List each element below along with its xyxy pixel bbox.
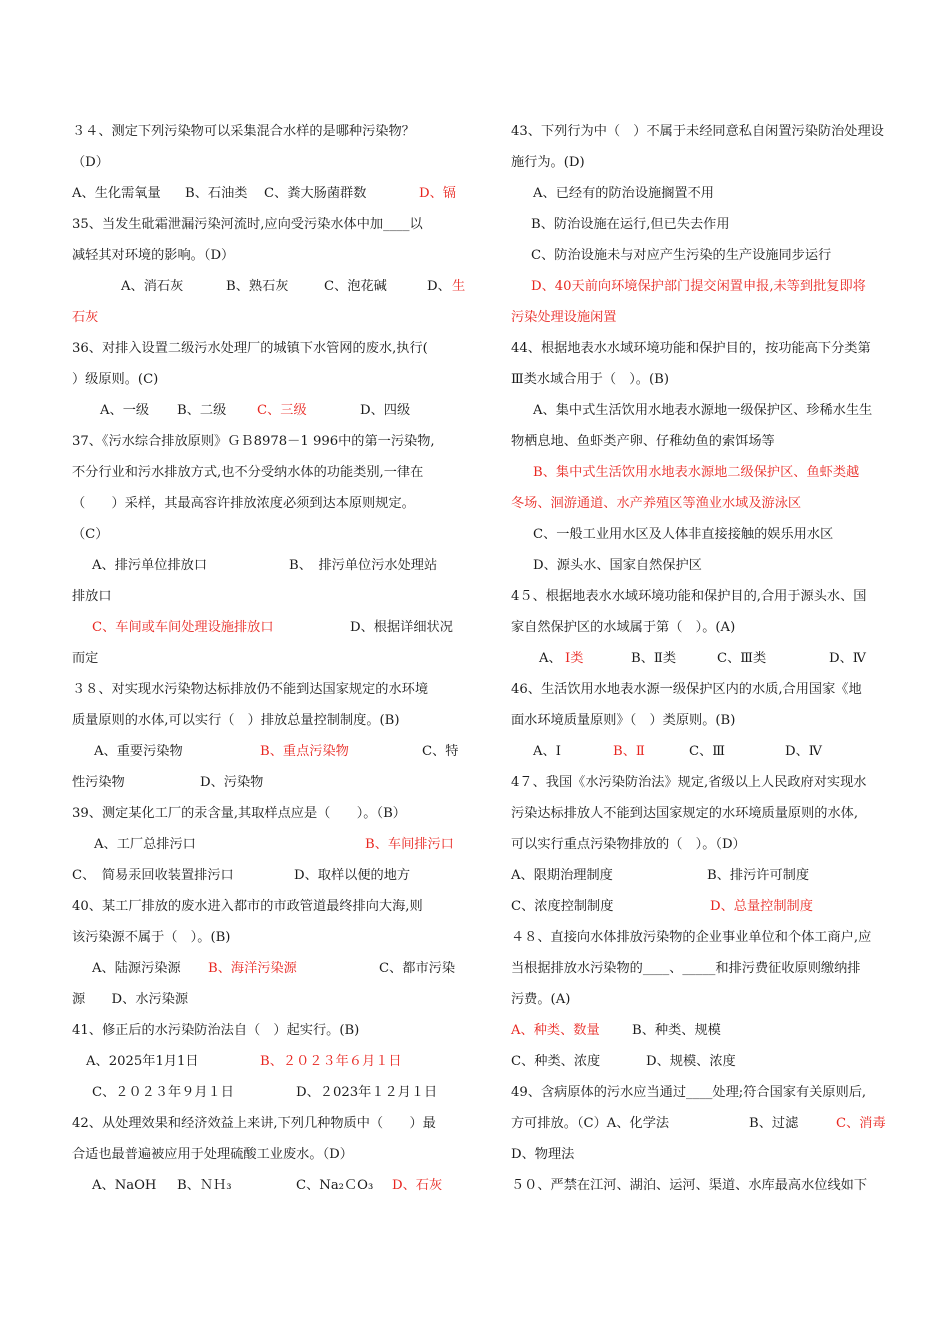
answer-text: D、镉 [419,186,456,201]
text-line [72,333,472,364]
text-line [72,829,472,860]
answer-text: 石灰 [72,310,99,325]
line-text: D、四级 [360,403,411,418]
line-text: 性污染物 [72,775,125,790]
text-line [511,891,911,922]
text-line [72,271,472,302]
text-line [511,519,911,550]
line-text: D、根据详细状况 [350,620,453,635]
text-line [72,798,472,829]
line-text: D、 [427,279,451,294]
line-text: D、规模、浓度 [646,1054,736,1069]
line-text: D、Ⅳ [785,744,822,759]
right-column [511,116,911,1201]
line-text: D、２023年１２月１日 [296,1085,438,1100]
line-text: A、消石灰 [121,279,184,294]
answer-text: B、２０２３年６月１日 [260,1054,402,1069]
line-text: B、Ⅱ类 [631,651,677,666]
line-text: 37、《污水综合排放原则》ＧＢ8978－1 996中的第一污染物, [72,434,435,449]
answer-text: C、三级 [257,403,307,418]
text-line [72,364,472,395]
line-text: 合适也最普遍被应用于处理硫酸工业废水。（D） [72,1147,353,1162]
text-line [511,1077,911,1108]
line-text: 污染达标排放人不能到达国家规定的水环境质量原则的水体, [511,806,859,821]
text-line [511,674,911,705]
line-text: C、 简易汞回收装置排污口 [72,868,234,883]
line-text: 而定 [72,651,99,666]
text-line [72,1077,472,1108]
line-text: 当根据排放水污染物的____、_____和排污费征收原则缴纳排 [511,961,861,976]
line-text: A、一级 [100,403,150,418]
answer-text: B、海洋污染源 [208,961,297,976]
line-text: C、浓度控制制度 [511,899,614,914]
line-text: 污费。(A) [511,992,571,1007]
line-text: 41、修正后的水污染防治法自（ ）起实行。(B) [72,1023,360,1038]
line-text: 源 D、水污染源 [72,992,189,1007]
line-text: 家自然保护区的水域属于第（ ）。(A) [511,620,736,635]
text-line [511,364,911,395]
line-text: ）级原则。(C) [72,372,159,387]
text-line [511,829,911,860]
text-line [511,116,911,147]
line-text: A、限期治理制度 [511,868,613,883]
text-line [511,922,911,953]
line-text: C、泡花碱 [324,279,387,294]
line-text: A、Ⅰ [533,744,561,759]
line-text: B、排污许可制度 [707,868,810,883]
text-line [511,953,911,984]
text-line [72,1170,472,1201]
text-line [511,984,911,1015]
line-text: ４８、直接向水体排放污染物的企业事业单位和个体工商户,应 [511,930,872,945]
text-line [511,643,911,674]
answer-text: C、车间或车间处理设施排放口 [92,620,274,635]
answer-text: D、总量控制制度 [710,899,813,914]
text-line [511,333,911,364]
line-text: 35、当发生砒霜泄漏污染河流时,应向受污染水体中加____以 [72,217,423,232]
text-line [511,178,911,209]
text-line [72,612,472,643]
text-line [72,209,472,240]
line-text: B、ＮＨ₃ [177,1178,232,1193]
line-text: C、种类、浓度 [511,1054,601,1069]
line-text: 物栖息地、鱼虾类产卵、仔稚幼鱼的索饵场等 [511,434,775,449]
text-line [72,1108,472,1139]
text-line [511,488,911,519]
text-line [511,271,911,302]
line-text: 施行为。(D) [511,155,585,170]
answer-text: D、石灰 [392,1178,443,1193]
answer-text: B、集中式生活饮用水地表水源地二级保护区、鱼虾类越 [533,465,860,480]
answer-text: A、种类、数量 [511,1023,600,1038]
text-line [72,457,472,488]
line-text: C、Ⅲ [689,744,725,759]
text-line [72,302,472,333]
line-text: C、都市污染 [379,961,456,976]
text-line [511,302,911,333]
line-text: C、粪大肠菌群数 [264,186,367,201]
line-text: C、Na₂ＣO₃ [296,1178,374,1193]
answer-text: C、消毒 [836,1116,886,1131]
line-text: D、Ⅳ [829,651,866,666]
line-text: D、取样以便的地方 [294,868,411,883]
text-line [511,550,911,581]
line-text: C、２０２３年９月１日 [92,1085,234,1100]
line-text: A、 [539,651,562,666]
line-text: 该污染源不属于（ ）。(B) [72,930,231,945]
text-line [511,1046,911,1077]
answer-text: B、重点污染物 [260,744,349,759]
line-text: A、生化需氧量 [72,186,161,201]
line-text: B、过滤 [749,1116,799,1131]
line-text: 质量原则的水体,可以实行（ ）排放总量控制制度。(B) [72,713,400,728]
line-text: C、一般工业用水区及人体非直接接触的娱乐用水区 [533,527,834,542]
answer-text: 生 [452,279,466,294]
line-text: 可以实行重点污染物排放的（ ）。（D） [511,837,746,852]
text-line [72,240,472,271]
text-line [511,147,911,178]
line-text: （ ）采样，其最高容许排放浓度必须到达本原则规定。 [72,496,415,511]
line-text: ３４、测定下列污染物可以采集混合水样的是哪种污染物？ [72,124,415,139]
text-line [72,891,472,922]
line-text: 36、对排入设置二级污水处理厂的城镇下水管网的废水,执行( [72,341,428,356]
line-text: 4７、我国《水污染防治法》规定,省级以上人民政府对实现水 [511,775,867,790]
line-text: 49、含病原体的污水应当通过____处理;符合国家有关原则后, [511,1085,867,1100]
text-line [72,922,472,953]
answer-text: B、Ⅱ [613,744,645,759]
line-text: 39、测定某化工厂的汞含量,其取样点应是（ ）。（B） [72,806,406,821]
text-line [511,457,911,488]
text-line [72,488,472,519]
line-text: A、集中式生活饮用水地表水源地一级保护区、珍稀水生生 [533,403,873,418]
text-line [72,147,472,178]
text-line [72,116,472,147]
line-text: A、排污单位排放口 [92,558,208,573]
text-line [511,1170,911,1201]
line-text: B、 排污单位污水处理站 [289,558,438,573]
line-text: C、Ⅲ类 [717,651,767,666]
text-line [511,426,911,457]
text-line [511,612,911,643]
text-line [72,178,472,209]
text-line [511,1015,911,1046]
line-text: A、2025年1月1日 [86,1054,199,1069]
line-text: 46、生活饮用水地表水源一级保护区内的水质,合用国家《地 [511,682,862,697]
line-text: C、特 [422,744,459,759]
line-text: ５０、严禁在江河、湖泊、运河、渠道、水库最高水位线如下 [511,1178,868,1193]
text-line [72,519,472,550]
line-text: B、防治设施在运行,但已失去作用 [531,217,730,232]
line-text: C、防治设施未与对应产生污染的生产设施同步运行 [531,248,832,263]
text-line [511,1139,911,1170]
text-line [511,860,911,891]
line-text: B、熟石灰 [226,279,289,294]
line-text: A、陆源污染源 [92,961,181,976]
line-text: B、二级 [177,403,227,418]
line-text: D、源头水、国家自然保护区 [533,558,702,573]
text-line [72,705,472,736]
text-line [72,581,472,612]
answer-text: B、车间排污口 [365,837,454,852]
text-line [72,674,472,705]
line-text: 排放口 [72,589,112,604]
line-text: 4５、根据地表水水域环境功能和保护目的,合用于源头水、国 [511,589,867,604]
answer-text: 污染处理设施闲置 [511,310,617,325]
text-line [511,395,911,426]
text-line [511,736,911,767]
answer-text: D、40天前向环境保护部门提交闲置申报,未等到批复即将 [531,279,866,294]
line-text: A、重要污染物 [94,744,183,759]
text-line [72,984,472,1015]
line-text: 面水环境质量原则》（ ）类原则。(B) [511,713,736,728]
text-line [72,736,472,767]
line-text: 42、从处理效果和经济效益上来讲,下列几种物质中（ ）最 [72,1116,436,1131]
answer-text: Ⅰ类 [565,651,584,666]
text-line [511,767,911,798]
answer-text: 冬场、洄游通道、水产养殖区等渔业水域及游泳区 [511,496,802,511]
line-text: （C） [72,527,109,542]
line-text: 44、根据地表水水域环境功能和保护目的，按功能高下分类第 [511,341,871,356]
text-line [511,798,911,829]
line-text: A、工厂总排污口 [94,837,196,852]
text-line [72,767,472,798]
text-line [72,395,472,426]
left-column [72,116,472,1201]
text-line [72,1139,472,1170]
line-text: Ⅲ类水域合用于（ ）。(B) [511,372,669,387]
line-text: 43、下列行为中（ ）不属于未经同意私自闲置污染防治处理设 [511,124,884,139]
text-line [511,209,911,240]
text-line [72,1015,472,1046]
line-text: B、种类、规模 [632,1023,721,1038]
text-line [511,705,911,736]
line-text: ３８、对实现水污染物达标排放仍不能到达国家规定的水环境 [72,682,429,697]
line-text: D、物理法 [511,1147,575,1162]
line-text: 不分行业和污水排放方式,也不分受纳水体的功能类别,一律在 [72,465,424,480]
line-text: （D） [72,155,109,170]
line-text: A、已经有的防治设施搁置不用 [533,186,714,201]
line-text: A、NaOH [92,1178,157,1193]
text-line [72,1046,472,1077]
text-line [72,550,472,581]
text-line [72,643,472,674]
line-text: B、石油类 [185,186,248,201]
text-line [511,1108,911,1139]
text-line [72,953,472,984]
line-text: 减轻其对环境的影响。（D） [72,248,235,263]
line-text: 40、某工厂排放的废水进入都市的市政管道最终排向大海,则 [72,899,423,914]
line-text: D、污染物 [200,775,264,790]
text-line [72,860,472,891]
text-line [511,240,911,271]
text-line [511,581,911,612]
text-line [72,426,472,457]
line-text: 方可排放。（C）A、化学法 [511,1116,670,1131]
